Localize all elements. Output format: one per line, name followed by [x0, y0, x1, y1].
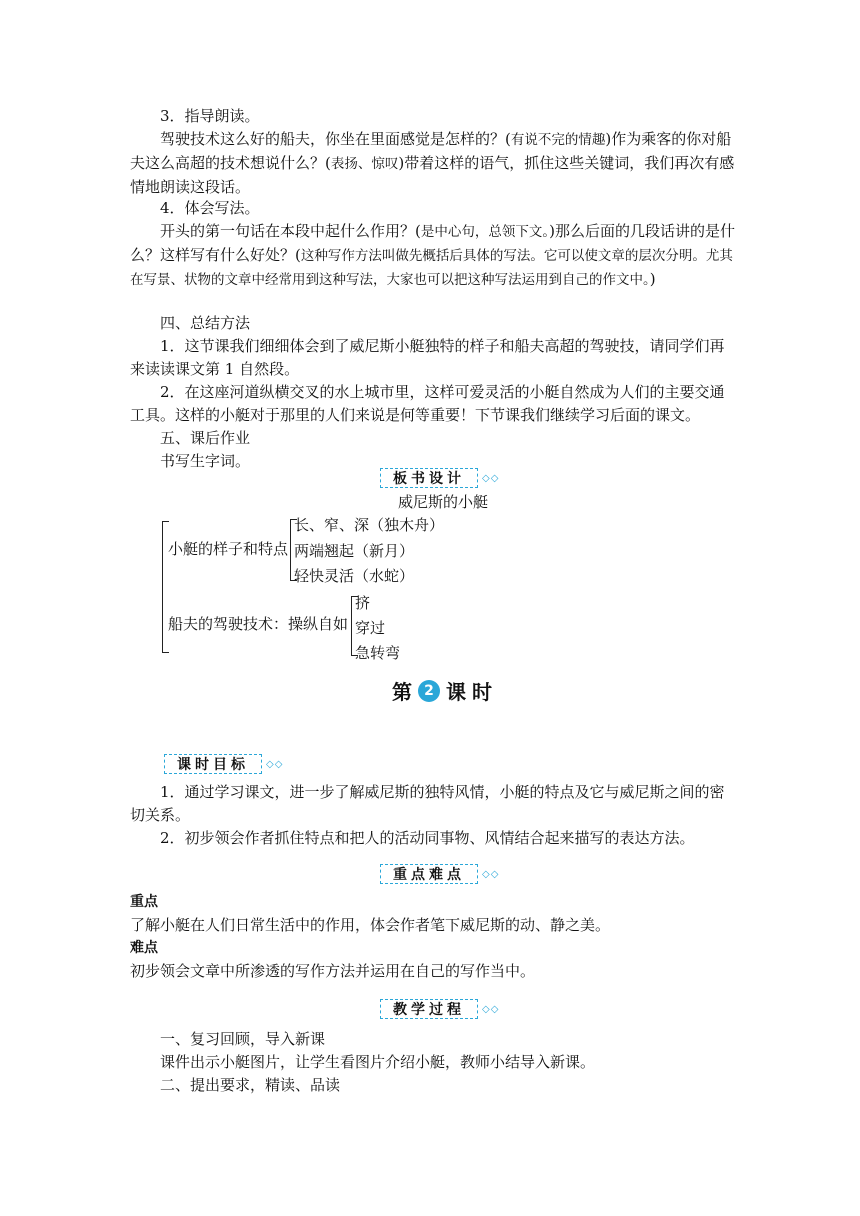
goals-banner-label: 课时目标: [177, 757, 249, 773]
group2-brace: [351, 596, 352, 656]
lesson2-title: [392, 676, 498, 705]
group1-item: 两端翘起（新月）: [294, 542, 415, 560]
board-banner-label: 板书设计: [393, 471, 465, 487]
group1-label: 小艇的样子和特点: [168, 540, 289, 558]
step4-paragraph: [130, 220, 735, 292]
title-suffix: 课时: [446, 680, 498, 704]
keypoints-banner: 重点难点 ◇◇: [380, 862, 499, 886]
text-seg: 驾驶技术这么好的船夫，你坐在里面感觉是怎样的？(: [160, 130, 511, 148]
process-step-2: 二、提出要求，精读、品读: [160, 1076, 341, 1094]
process-banner-label: 教学过程: [393, 1002, 465, 1018]
process-banner: 教学过程 ◇◇: [380, 997, 499, 1021]
summary-2: 2．在这座河道纵横交叉的水上城市里，这样可爱灵活的小艇自然成为人们的主要交通工具。这样的小艇对于那里的人们来说是何等重要！下节课我们继续学习后面的课文。: [130, 383, 725, 424]
board-title: 威尼斯的小艇: [398, 493, 489, 511]
lesson-number-badge: 2: [418, 680, 440, 702]
answer-note: 有说不完的情趣: [510, 132, 606, 148]
text-seg: ): [649, 270, 656, 288]
key-label: 重点: [130, 894, 158, 910]
homework-text: 书写生字词。: [160, 452, 251, 470]
answer-note: 这种写作方法叫做先概括后具体的写法。它可以使文章的层次分明。尤其在写景、状物的文章中经常用到这种写法，大家也可以把这种写法运用到自己的作文中。: [130, 248, 733, 288]
text-seg: )作为乘客的你对船夫这么高超的技术想说什么？(: [130, 130, 732, 172]
outer-brace: [162, 521, 163, 653]
keypoints-banner-label: 重点难点: [393, 867, 465, 883]
difficulty-text: 初步领会文章中所渗透的写作方法并运用在自己的写作当中。: [130, 962, 536, 980]
group2-item: 挤: [355, 594, 371, 612]
goal-2: 2．初步领会作者抓住特点和把人的活动同事物、风情结合起来描写的表达方法。: [160, 829, 695, 847]
text-seg: 开头的第一句话在本段中起什么作用？(: [160, 222, 421, 240]
section5-heading: 五、课后作业: [160, 429, 251, 447]
section4-heading: 四、总结方法: [160, 314, 251, 332]
goals-banner: 课时目标 ◇◇: [164, 752, 283, 776]
step4-heading: 4．体会写法。: [160, 199, 260, 217]
group1-brace: [290, 519, 291, 581]
answer-note: 是中心句，总领下文。: [420, 224, 550, 240]
process-step-1-text: 课件出示小艇图片，让学生看图片介绍小艇，教师小结导入新课。: [160, 1053, 596, 1071]
answer-note: 表扬、惊叹: [330, 156, 399, 172]
text-seg: )带着这样的语气，抓住这些关键词，我们再次有感情地朗读这段话。: [130, 154, 735, 196]
step3-heading: 3．指导朗读。: [160, 107, 260, 125]
title-prefix: 第: [392, 680, 418, 704]
group2-label: 船夫的驾驶技术：操纵自如: [168, 615, 349, 633]
difficulty-label: 难点: [130, 940, 158, 956]
key-text: 了解小艇在人们日常生活中的作用，体会作者笔下威尼斯的动、静之美。: [130, 916, 611, 934]
goal-1: 1．通过学习课文，进一步了解威尼斯的独特风情，小艇的特点及它与威尼斯之间的密切关系。: [130, 783, 725, 824]
summary-1: 1．这节课我们细细体会到了威尼斯小艇独特的样子和船夫高超的驾驶技，请同学们再来读读课文第 1 自然段。: [130, 337, 725, 378]
board-banner: 板书设计 ◇◇: [380, 466, 499, 490]
group1-item: 轻快灵活（水蛇）: [294, 567, 415, 585]
group1-item: 长、窄、深（独木舟）: [294, 516, 445, 534]
process-step-1: 一、复习回顾，导入新课: [160, 1030, 326, 1048]
group2-item: 穿过: [355, 619, 386, 637]
group2-item: 急转弯: [355, 644, 401, 662]
step3-paragraph: [130, 128, 735, 199]
text-seg: )那么后面的几段话讲的是什么？这样写有什么好处？(: [130, 222, 735, 264]
